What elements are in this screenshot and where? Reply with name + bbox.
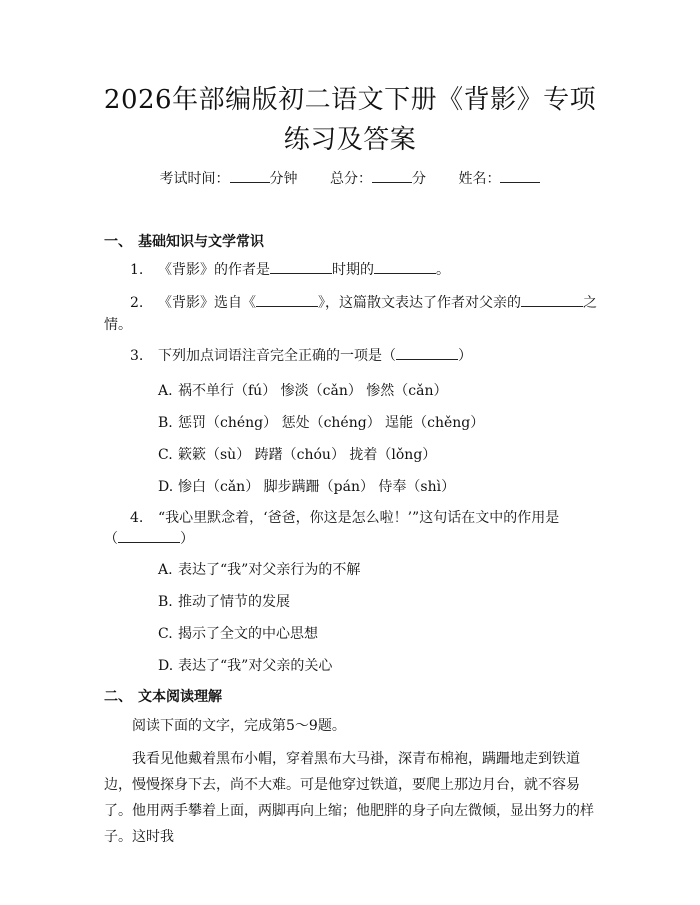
score-unit: 分	[412, 171, 426, 187]
option-text: 推动了情节的发展	[178, 594, 290, 610]
question-1	[104, 259, 624, 281]
name-blank[interactable]	[500, 168, 540, 183]
option-label: B.	[158, 594, 173, 610]
question-text: 时期的	[332, 262, 374, 278]
section-heading	[104, 686, 222, 706]
question-2	[104, 292, 624, 314]
section-number: 一、	[104, 234, 132, 250]
option-text: 祸不单行（fú） 惨淡（cǎn） 惨然（cǎn）	[178, 383, 448, 399]
option-text: 惨白（cǎn） 脚步蹒跚（pán） 侍奉（shì）	[178, 479, 456, 495]
option-a[interactable]	[158, 380, 448, 400]
option-label: A.	[158, 562, 173, 578]
answer-blank[interactable]	[374, 259, 436, 274]
time-blank[interactable]	[230, 168, 270, 183]
question-text: 。	[436, 262, 450, 278]
score-label: 总分：	[330, 171, 372, 187]
question-4	[104, 507, 624, 529]
question-text: 下列加点词语注音完全正确的一项是（	[158, 348, 396, 364]
option-label: D.	[158, 658, 174, 674]
option-label: C.	[158, 626, 173, 642]
answer-blank[interactable]	[270, 259, 332, 274]
question-number: 4.	[130, 510, 144, 526]
reading-passage: 我看见他戴着黑布小帽，穿着黑布大马褂，深青布棉袍，蹒跚地走到铁道边，慢慢探身下去，尚不大难。可是他穿过铁道，要爬上那边月台，就不容易了。他用两手攀着上面，两脚再向上缩；他肥胖的身子向左微倾，显出努力的样子。这时我	[104, 751, 594, 845]
question-text: ）	[458, 348, 472, 364]
option-b[interactable]	[158, 591, 290, 611]
answer-blank[interactable]	[396, 345, 458, 360]
name-label: 姓名：	[458, 171, 501, 187]
option-d[interactable]	[158, 655, 332, 675]
option-label: C.	[158, 447, 173, 463]
exam-score	[330, 171, 426, 187]
question-number: 2.	[130, 295, 144, 311]
question-text: 之	[583, 295, 597, 311]
option-label: A.	[158, 383, 173, 399]
question-text: （	[104, 531, 118, 547]
question-text: “我心里默念着，‘爸爸，你这是怎么啦！’”这句话在文中的作用是	[158, 510, 560, 526]
question-text: 《背影》选自《	[158, 295, 256, 311]
question-3	[104, 345, 624, 367]
answer-blank[interactable]	[256, 292, 318, 307]
question-4-continued	[104, 528, 598, 550]
option-a[interactable]	[158, 559, 360, 579]
question-number: 3.	[130, 348, 144, 364]
question-text: 》，这篇散文表达了作者对父亲的	[318, 295, 521, 311]
option-label: D.	[158, 479, 174, 495]
option-text: 表达了“我”对父亲的关心	[178, 658, 333, 674]
section-heading	[104, 231, 264, 251]
answer-blank[interactable]	[118, 528, 180, 543]
exam-meta	[0, 168, 700, 188]
option-text: 惩罚（chéng） 惩处（chéng） 逞能（chěng）	[178, 415, 485, 431]
option-text: 簌簌（sù） 踌躇（chóu） 拢着（lǒng）	[178, 447, 437, 463]
exam-time	[160, 171, 298, 187]
option-c[interactable]	[158, 444, 436, 464]
option-c[interactable]	[158, 623, 318, 643]
option-text: 揭示了全文的中心思想	[178, 626, 318, 642]
question-2-continued: 情。	[104, 317, 132, 333]
option-text: 表达了“我”对父亲行为的不解	[178, 562, 361, 578]
question-number: 1.	[130, 262, 144, 278]
section-title: 文本阅读理解	[138, 689, 222, 705]
answer-blank[interactable]	[521, 292, 583, 307]
reading-instructions: 阅读下面的文字，完成第5～9题。	[132, 718, 346, 734]
page-title: 2026年部编版初二语文下册《背影》专项练习及答案	[103, 85, 597, 155]
option-d[interactable]	[158, 476, 455, 496]
option-label: B.	[158, 415, 173, 431]
exam-name	[458, 171, 540, 187]
option-b[interactable]	[158, 412, 484, 432]
question-text: 《背影》的作者是	[158, 262, 270, 278]
section-title: 基础知识与文学常识	[138, 234, 264, 250]
question-text: ）	[180, 531, 194, 547]
time-unit: 分钟	[269, 171, 298, 187]
section-number: 二、	[104, 689, 132, 705]
score-blank[interactable]	[372, 168, 412, 183]
time-label: 考试时间：	[159, 171, 230, 187]
